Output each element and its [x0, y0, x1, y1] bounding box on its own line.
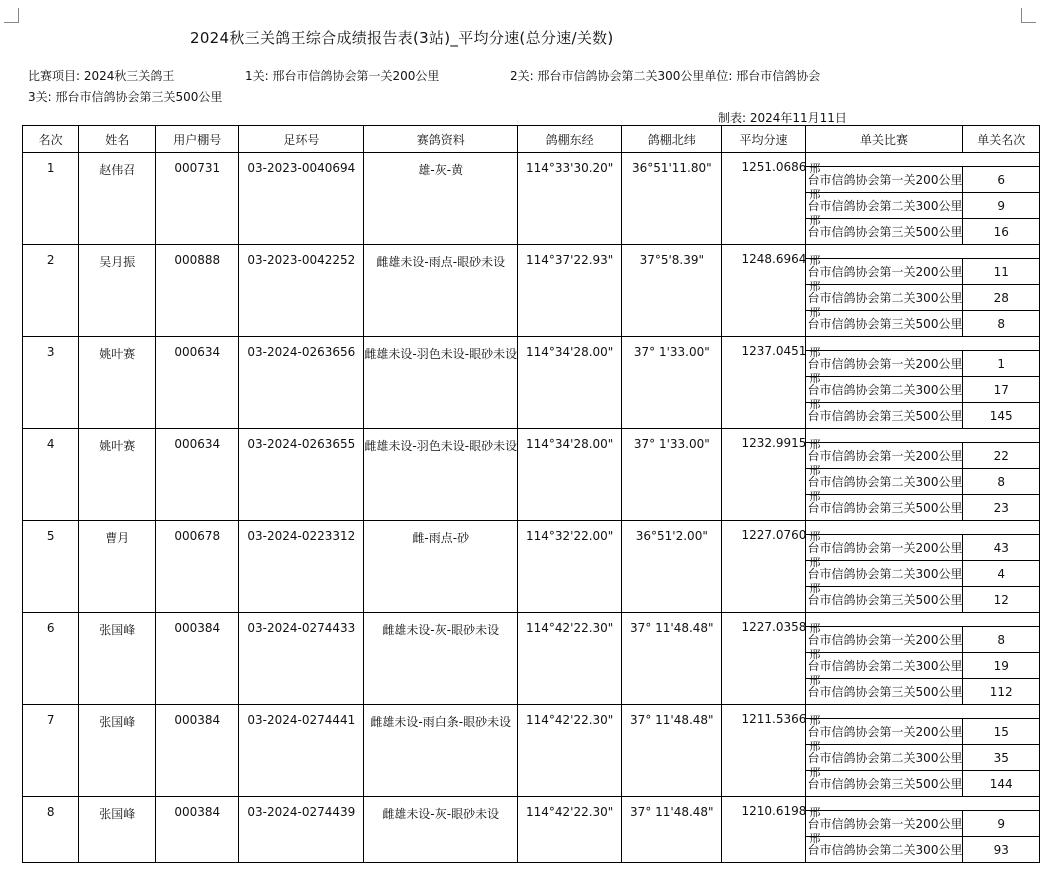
single-place-cell: 8 [963, 311, 1040, 337]
single-race-cell: 台市信鸽协会第一关200公里 [805, 811, 963, 837]
ring-cell: 03-2024-0263656 [239, 337, 364, 429]
xing-prefix: 邢 [809, 806, 821, 819]
avg-speed-cell [722, 153, 821, 245]
name-cell: 曹月 [79, 521, 156, 613]
stage-spacer [805, 153, 1039, 167]
latitude-cell: 37° 11'48.48" [622, 613, 722, 705]
longitude-cell: 114°33'30.20" [518, 153, 622, 245]
xing-prefix: 邢 [809, 556, 821, 569]
avg-speed-wrap [738, 797, 821, 875]
stage3-label: 3关: 邢台市信鸽协会第三关500公里 [28, 90, 223, 104]
info-cell: 雌雄未设-雨白条-眼砂未设 [364, 705, 518, 797]
latitude-cell: 37° 1'33.00" [622, 429, 722, 521]
latitude-cell: 37°5'8.39" [622, 245, 722, 337]
table-row [23, 153, 1040, 167]
loft-cell: 000384 [156, 797, 239, 863]
avg-speed-cell [722, 521, 821, 613]
latitude-cell: 37° 11'48.48" [622, 797, 722, 863]
info-cell: 雌雄未设-羽色未设-眼砂未设 [364, 337, 518, 429]
avg-speed-wrap [738, 613, 821, 691]
name-cell: 张国峰 [79, 797, 156, 863]
header-avg-speed: 平均分速 [722, 126, 805, 153]
table-row [23, 245, 1040, 259]
single-place-cell: 93 [963, 837, 1040, 863]
made-date: 制表: 2024年11月11日 [718, 111, 847, 125]
rank-cell: 3 [23, 337, 79, 429]
xing-prefix: 邢 [809, 714, 821, 727]
single-race-cell: 台市信鸽协会第三关500公里 [805, 771, 963, 797]
header-latitude: 鸽棚北纬 [622, 126, 722, 153]
name-cell: 张国峰 [79, 705, 156, 797]
stage-spacer [805, 613, 1039, 627]
single-race-cell: 台市信鸽协会第一关200公里 [805, 259, 963, 285]
longitude-cell: 114°42'22.30" [518, 797, 622, 863]
avg-speed-cell [722, 429, 821, 521]
name-cell: 赵伟召 [79, 153, 156, 245]
single-place-cell: 22 [963, 443, 1040, 469]
single-place-cell: 19 [963, 653, 1040, 679]
single-race-cell: 台市信鸽协会第一关200公里 [805, 167, 963, 193]
single-place-cell: 16 [963, 219, 1040, 245]
report-title: 2024秋三关鸽王综合成绩报告表(3站)_平均分速(总分速/关数) [190, 29, 614, 47]
xing-prefix: 邢 [809, 254, 821, 267]
stage-spacer [805, 429, 1039, 443]
avg-speed-wrap [738, 153, 821, 231]
latitude-cell: 36°51'11.80" [622, 153, 722, 245]
avg-speed-cell [722, 337, 821, 429]
single-race-cell: 台市信鸽协会第一关200公里 [805, 535, 963, 561]
header-single-race: 单关比赛 [805, 126, 963, 153]
header-loft: 用户棚号 [156, 126, 239, 153]
loft-cell: 000384 [156, 613, 239, 705]
longitude-cell: 114°34'28.00" [518, 429, 622, 521]
avg-speed-value: 1210.6198 [741, 804, 807, 818]
single-race-cell: 台市信鸽协会第三关500公里 [805, 219, 963, 245]
xing-prefix: 邢 [809, 438, 821, 451]
longitude-cell: 114°32'22.00" [518, 521, 622, 613]
single-place-cell: 112 [963, 679, 1040, 705]
xing-prefix: 邢 [809, 674, 821, 687]
xing-prefix: 邢 [809, 582, 821, 595]
name-cell: 吴月振 [79, 245, 156, 337]
rank-cell: 6 [23, 613, 79, 705]
latitude-cell: 37° 1'33.00" [622, 337, 722, 429]
avg-speed-value: 1237.0451 [741, 344, 807, 358]
avg-speed-value: 1251.0686 [741, 160, 807, 174]
xing-prefix: 邢 [809, 280, 821, 293]
name-cell: 姚叶赛 [79, 337, 156, 429]
name-cell: 姚叶赛 [79, 429, 156, 521]
xing-prefix: 邢 [809, 464, 821, 477]
ring-cell: 03-2024-0263655 [239, 429, 364, 521]
xing-prefix: 邢 [809, 490, 821, 503]
xing-prefix: 邢 [809, 214, 821, 227]
avg-speed-wrap [738, 521, 821, 599]
table-row [23, 705, 1040, 719]
single-race-cell: 台市信鸽协会第三关500公里 [805, 679, 963, 705]
xing-prefix: 邢 [809, 372, 821, 385]
xing-prefix: 邢 [809, 398, 821, 411]
avg-speed-value: 1227.0358 [741, 620, 807, 634]
stage-spacer [805, 521, 1039, 535]
xing-prefix: 邢 [809, 306, 821, 319]
avg-speed-wrap [738, 337, 821, 415]
table-row [23, 429, 1040, 443]
stage2-label: 2关: 邢台市信鸽协会第二关300公里单位: 邢台市信鸽协会 [510, 69, 821, 83]
single-place-cell: 1 [963, 351, 1040, 377]
longitude-cell: 114°42'22.30" [518, 613, 622, 705]
rank-cell: 2 [23, 245, 79, 337]
single-race-cell: 台市信鸽协会第一关200公里 [805, 443, 963, 469]
longitude-cell: 114°37'22.93" [518, 245, 622, 337]
single-race-cell: 台市信鸽协会第二关300公里 [805, 285, 963, 311]
latitude-cell: 37° 11'48.48" [622, 705, 722, 797]
name-cell: 张国峰 [79, 613, 156, 705]
page-corner-mark-right [1021, 8, 1036, 23]
avg-speed-cell [722, 797, 821, 863]
xing-prefix: 邢 [809, 346, 821, 359]
info-cell: 雌雄未设-羽色未设-眼砂未设 [364, 429, 518, 521]
single-place-cell: 145 [963, 403, 1040, 429]
single-race-cell: 台市信鸽协会第三关500公里 [805, 403, 963, 429]
rank-cell: 1 [23, 153, 79, 245]
single-place-cell: 35 [963, 745, 1040, 771]
longitude-cell: 114°34'28.00" [518, 337, 622, 429]
header-name: 姓名 [79, 126, 156, 153]
table-header-row [23, 126, 1040, 153]
ring-cell: 03-2023-0042252 [239, 245, 364, 337]
single-race-cell: 台市信鸽协会第一关200公里 [805, 351, 963, 377]
header-single-place: 单关名次 [963, 126, 1040, 153]
single-place-cell: 8 [963, 469, 1040, 495]
xing-prefix: 邢 [809, 162, 821, 175]
page-corner-mark-left [4, 8, 19, 23]
loft-cell: 000634 [156, 429, 239, 521]
single-race-cell: 台市信鸽协会第二关300公里 [805, 377, 963, 403]
loft-cell: 000384 [156, 705, 239, 797]
header-ring: 足环号 [239, 126, 364, 153]
latitude-cell: 36°51'2.00" [622, 521, 722, 613]
stage-spacer [805, 705, 1039, 719]
xing-prefix: 邢 [809, 188, 821, 201]
single-place-cell: 144 [963, 771, 1040, 797]
single-place-cell: 8 [963, 627, 1040, 653]
rank-cell: 4 [23, 429, 79, 521]
info-cell: 雌-雨点-砂 [364, 521, 518, 613]
single-place-cell: 12 [963, 587, 1040, 613]
single-race-cell: 台市信鸽协会第二关300公里 [805, 469, 963, 495]
xing-prefix: 邢 [809, 832, 821, 845]
loft-cell: 000888 [156, 245, 239, 337]
rank-cell: 8 [23, 797, 79, 863]
header-rank: 名次 [23, 126, 79, 153]
avg-speed-wrap [738, 245, 821, 323]
header-info: 赛鸽资料 [364, 126, 518, 153]
single-place-cell: 15 [963, 719, 1040, 745]
avg-speed-value: 1227.0760 [741, 528, 807, 542]
longitude-cell: 114°42'22.30" [518, 705, 622, 797]
loft-cell: 000634 [156, 337, 239, 429]
single-race-cell: 台市信鸽协会第三关500公里 [805, 587, 963, 613]
avg-speed-cell [722, 613, 821, 705]
avg-speed-value: 1232.9915 [741, 436, 807, 450]
single-race-cell: 台市信鸽协会第二关300公里 [805, 193, 963, 219]
table-row [23, 613, 1040, 627]
stage-spacer [805, 797, 1039, 811]
loft-cell: 000678 [156, 521, 239, 613]
single-place-cell: 9 [963, 193, 1040, 219]
info-cell: 雌雄未设-灰-眼砂未设 [364, 797, 518, 863]
ring-cell: 03-2024-0274441 [239, 705, 364, 797]
ring-cell: 03-2024-0223312 [239, 521, 364, 613]
single-place-cell: 23 [963, 495, 1040, 521]
avg-speed-wrap [738, 705, 821, 783]
ring-cell: 03-2023-0040694 [239, 153, 364, 245]
table-row [23, 337, 1040, 351]
single-place-cell: 6 [963, 167, 1040, 193]
single-race-cell: 台市信鸽协会第一关200公里 [805, 719, 963, 745]
avg-speed-cell [722, 705, 821, 797]
xing-prefix: 邢 [809, 622, 821, 635]
stage-spacer [805, 245, 1039, 259]
info-cell: 雌雄未设-灰-眼砂未设 [364, 613, 518, 705]
single-place-cell: 9 [963, 811, 1040, 837]
stage-spacer [805, 337, 1039, 351]
single-race-cell: 台市信鸽协会第三关500公里 [805, 495, 963, 521]
single-race-cell: 台市信鸽协会第二关300公里 [805, 561, 963, 587]
single-race-cell: 台市信鸽协会第一关200公里 [805, 627, 963, 653]
avg-speed-wrap [738, 429, 821, 507]
single-place-cell: 17 [963, 377, 1040, 403]
single-place-cell: 28 [963, 285, 1040, 311]
info-cell: 雄-灰-黄 [364, 153, 518, 245]
xing-prefix: 邢 [809, 740, 821, 753]
ring-cell: 03-2024-0274433 [239, 613, 364, 705]
table-row [23, 797, 1040, 811]
single-race-cell: 台市信鸽协会第二关300公里 [805, 745, 963, 771]
single-race-cell: 台市信鸽协会第三关500公里 [805, 311, 963, 337]
avg-speed-value: 1211.5366 [741, 712, 807, 726]
xing-prefix: 邢 [809, 530, 821, 543]
rank-cell: 5 [23, 521, 79, 613]
avg-speed-value: 1248.6964 [741, 252, 807, 266]
header-longitude: 鸽棚东经 [518, 126, 622, 153]
stage1-label: 1关: 邢台市信鸽协会第一关200公里 [245, 69, 440, 83]
results-table [22, 125, 1040, 863]
single-race-cell: 台市信鸽协会第二关300公里 [805, 653, 963, 679]
single-place-cell: 11 [963, 259, 1040, 285]
table-row [23, 521, 1040, 535]
xing-prefix: 邢 [809, 648, 821, 661]
avg-speed-cell [722, 245, 821, 337]
loft-cell: 000731 [156, 153, 239, 245]
project-label: 比赛项目: 2024秋三关鸽王 [28, 69, 175, 83]
xing-prefix: 邢 [809, 766, 821, 779]
single-place-cell: 4 [963, 561, 1040, 587]
info-cell: 雌雄未设-雨点-眼砂未设 [364, 245, 518, 337]
single-place-cell: 43 [963, 535, 1040, 561]
rank-cell: 7 [23, 705, 79, 797]
ring-cell: 03-2024-0274439 [239, 797, 364, 863]
single-race-cell: 台市信鸽协会第二关300公里 [805, 837, 963, 863]
